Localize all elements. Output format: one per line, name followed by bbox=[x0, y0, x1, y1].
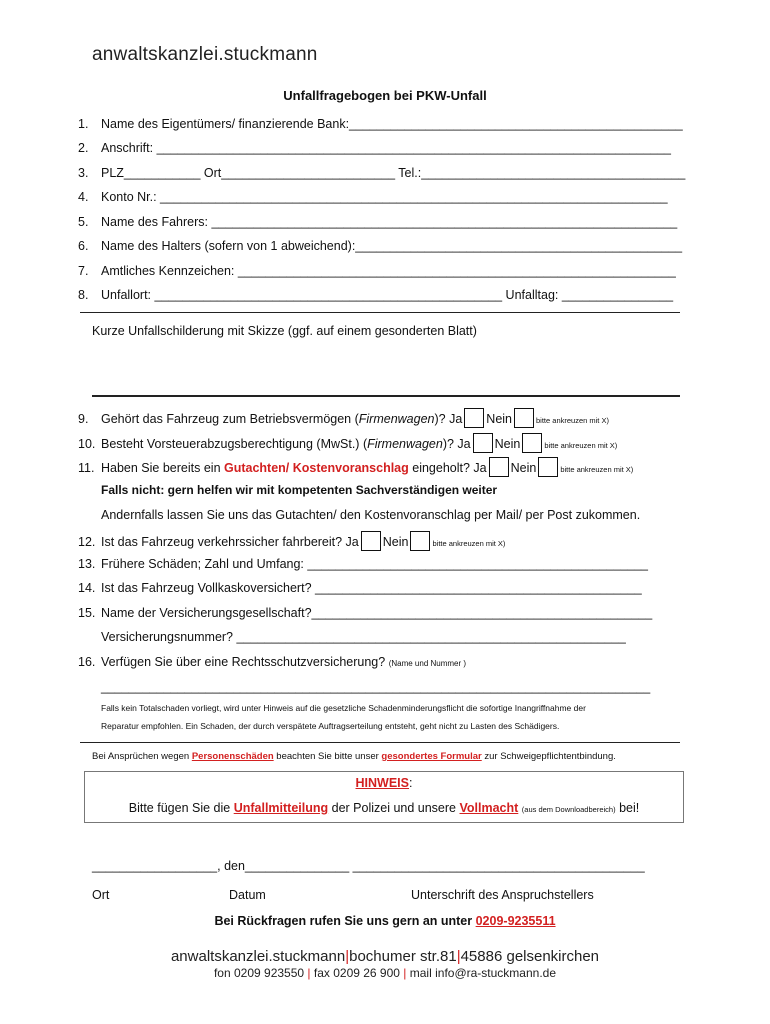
field-6[interactable]: 6. Name des Halters (sofern von 1 abweichend):_______________________________________________ bbox=[78, 239, 683, 253]
q11-note: Andernfalls lassen Sie uns das Gutachten/ den Kostenvoranschlag per Mail/ per Post zukommen. bbox=[101, 508, 641, 522]
rueckfragen-line: Bei Rückfragen rufen Sie uns gern an unter 0209-9235511 bbox=[214, 914, 556, 928]
hinweis-text: Bitte fügen Sie die Unfallmitteilung der Polizei und unsere Vollmacht (aus dem Downloadbereich) bei! bbox=[128, 801, 640, 815]
footer-address: anwaltskanzlei.stuckmann|bochumer str.81|45886 gelsenkirchen bbox=[170, 948, 600, 965]
footer-contact: fon 0209 923550 | fax 0209 26 900 | mail info@ra-stuckmann.de bbox=[213, 966, 557, 980]
field-8[interactable]: 8. Unfallort: __________________________________________________ Unfalltag: ________________ bbox=[78, 288, 674, 302]
question-10: 10. Besteht Vorsteuerabzugsberechtigung (MwSt.) (Firmenwagen)? Ja Nein bitte ankreuzen mit X) bbox=[78, 433, 617, 453]
checkbox-q9-ja[interactable] bbox=[464, 408, 484, 428]
question-12: 12. Ist das Fahrzeug verkehrssicher fahrbereit? Ja Nein bitte ankreuzen mit X) bbox=[78, 531, 505, 551]
checkbox-q9-nein[interactable] bbox=[514, 408, 534, 428]
divider-line-2 bbox=[80, 742, 680, 743]
checkbox-q12-nein[interactable] bbox=[410, 531, 430, 551]
q16-line[interactable]: _______________________________________________________________________________ bbox=[101, 680, 651, 694]
personenschaeden-note: Bei Ansprüchen wegen Personenschäden beachten Sie bitte unser gesondertes Formular zur Schweigepflichtentbindung. bbox=[92, 751, 616, 762]
notice-line-2: Reparatur empfohlen. Ein Schaden, der durch verspätete Auftragserteilung entsteht, geht nicht zu Lasten des Schädigers. bbox=[101, 721, 560, 731]
field-7[interactable]: 7. Amtliches Kennzeichen: _______________________________________________________________ bbox=[78, 264, 676, 278]
label-datum: Datum bbox=[229, 888, 266, 902]
question-14[interactable]: 14. Ist das Fahrzeug Vollkaskoversichert? _______________________________________________ bbox=[78, 581, 642, 595]
label-ort: Ort bbox=[92, 888, 110, 902]
checkbox-q11-ja[interactable] bbox=[489, 457, 509, 477]
field-5[interactable]: 5. Name des Fahrers: ___________________________________________________________________ bbox=[78, 215, 678, 229]
notice-line-1: Falls kein Totalschaden vorliegt, wird unter Hinweis auf die gesetzliche Schadenminderungsflicht die sofortige Inangriffnahme der bbox=[101, 703, 586, 713]
sketch-bottom-line bbox=[92, 395, 680, 397]
divider-line bbox=[80, 312, 680, 313]
field-1[interactable]: 1. Name des Eigentümers/ finanzierende Bank:________________________________________________ bbox=[78, 117, 683, 131]
form-title: Unfallfragebogen bei PKW-Unfall bbox=[283, 88, 487, 103]
field-2[interactable]: 2. Anschrift: __________________________________________________________________________ bbox=[78, 141, 672, 155]
question-13[interactable]: 13. Frühere Schäden; Zahl und Umfang: _________________________________________________ bbox=[78, 557, 649, 571]
question-16: 16. Verfügen Sie über eine Rechtsschutzversicherung? (Name und Nummer ) bbox=[78, 655, 467, 669]
signature-line[interactable]: __________________, den_______________ __________________________________________ bbox=[92, 859, 645, 873]
checkbox-q12-ja[interactable] bbox=[361, 531, 381, 551]
field-4[interactable]: 4. Konto Nr.: _________________________________________________________________________ bbox=[78, 190, 668, 204]
label-unterschrift: Unterschrift des Anspruchstellers bbox=[411, 888, 594, 902]
sketch-label: Kurze Unfallschilderung mit Skizze (ggf. auf einem gesonderten Blatt) bbox=[92, 324, 477, 338]
checkbox-q11-nein[interactable] bbox=[538, 457, 558, 477]
question-11: 11. Haben Sie bereits ein Gutachten/ Kostenvoranschlag eingeholt? Ja Nein bitte ankreuzen mit X) bbox=[78, 457, 633, 477]
phone-link[interactable]: 0209-9235511 bbox=[475, 914, 556, 928]
q11-note-bold: Falls nicht: gern helfen wir mit kompetenten Sachverständigen weiter bbox=[101, 483, 498, 497]
field-3[interactable]: 3. PLZ___________ Ort_________________________ Tel.:______________________________________ bbox=[78, 166, 686, 180]
question-9: 9. Gehört das Fahrzeug zum Betriebsvermögen (Firmenwagen)? Ja Nein bitte ankreuzen mit X) bbox=[78, 408, 609, 428]
checkbox-q10-nein[interactable] bbox=[522, 433, 542, 453]
checkbox-q10-ja[interactable] bbox=[473, 433, 493, 453]
insurance-number-field[interactable]: Versicherungsnummer? ________________________________________________________ bbox=[101, 630, 626, 644]
question-15[interactable]: 15. Name der Versicherungsgesellschaft?_________________________________________________ bbox=[78, 606, 653, 620]
hinweis-box: HINWEIS: Bitte fügen Sie die Unfallmitteilung der Polizei und unsere Vollmacht (aus dem Downloadbereich) bei! bbox=[84, 771, 684, 823]
brand-header: anwaltskanzlei.stuckmann bbox=[92, 44, 318, 65]
hinweis-title: HINWEIS bbox=[355, 776, 409, 790]
